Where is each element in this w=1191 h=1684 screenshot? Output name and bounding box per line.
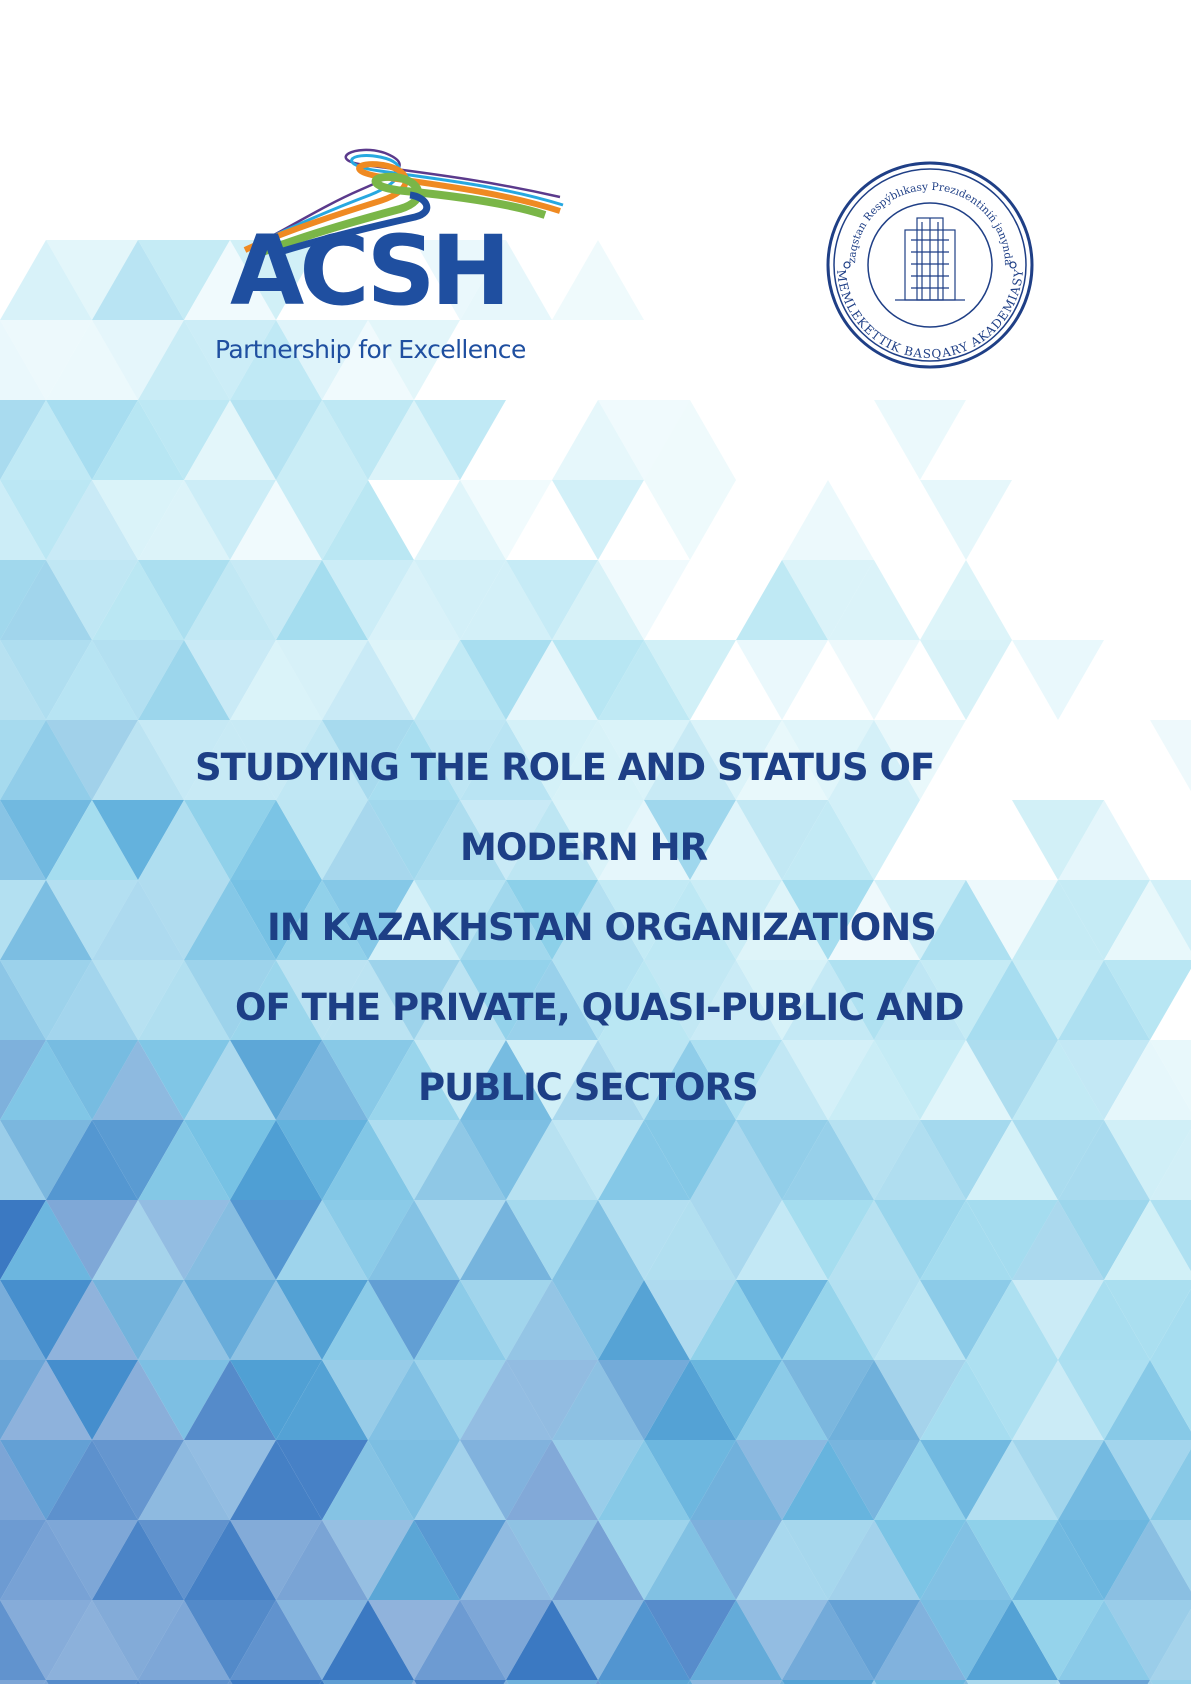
background-triangle xyxy=(1150,1680,1191,1684)
background-triangle xyxy=(736,640,828,720)
background-triangle xyxy=(920,560,1012,640)
background-triangle xyxy=(1012,640,1104,720)
title-line: MODERN HR xyxy=(460,826,708,869)
background-triangle xyxy=(138,1680,230,1684)
background-triangle xyxy=(966,1680,1058,1684)
background-triangle xyxy=(0,1680,46,1684)
background-triangle xyxy=(1058,1680,1150,1684)
acsh-logo xyxy=(205,135,565,375)
background-triangle xyxy=(322,1680,414,1684)
background-triangle xyxy=(920,480,1012,560)
title-line: STUDYING THE ROLE AND STATUS OF xyxy=(195,746,935,789)
background-triangle xyxy=(414,1680,506,1684)
background-triangle xyxy=(552,480,644,560)
background-triangle xyxy=(46,1680,138,1684)
background-triangle xyxy=(920,640,1012,720)
background-triangle xyxy=(874,1680,966,1684)
background-triangle xyxy=(782,480,874,560)
background-triangle xyxy=(644,480,736,560)
background-triangle xyxy=(1150,720,1191,800)
background-triangle xyxy=(552,240,644,320)
background-triangle xyxy=(506,1680,598,1684)
report-title xyxy=(150,728,1030,1128)
title-line: IN KAZAKHSTAN ORGANIZATIONS xyxy=(267,906,936,949)
seal-bottom-text: MEMLEKETTIK BASQARY AKADEMIASY xyxy=(833,268,1026,362)
seal-top-text: zaqstan Respýblıkasy Prezıdentiniń janynda xyxy=(845,180,1015,266)
background-triangle xyxy=(782,1680,874,1684)
title-line: OF THE PRIVATE, QUASI-PUBLIC AND xyxy=(235,986,964,1029)
background-triangle xyxy=(828,640,920,720)
background-triangle xyxy=(690,1680,782,1684)
academy-seal xyxy=(825,160,1035,370)
background-triangle xyxy=(874,400,966,480)
building-icon xyxy=(895,218,965,300)
acsh-wordmark: ACSH xyxy=(230,215,507,327)
title-line: PUBLIC SECTORS xyxy=(418,1066,758,1109)
acsh-tagline: Partnership for Excellence xyxy=(215,335,526,364)
background-triangle xyxy=(230,1680,322,1684)
academy-seal-emblem xyxy=(825,160,1035,370)
background-triangle xyxy=(598,1680,690,1684)
